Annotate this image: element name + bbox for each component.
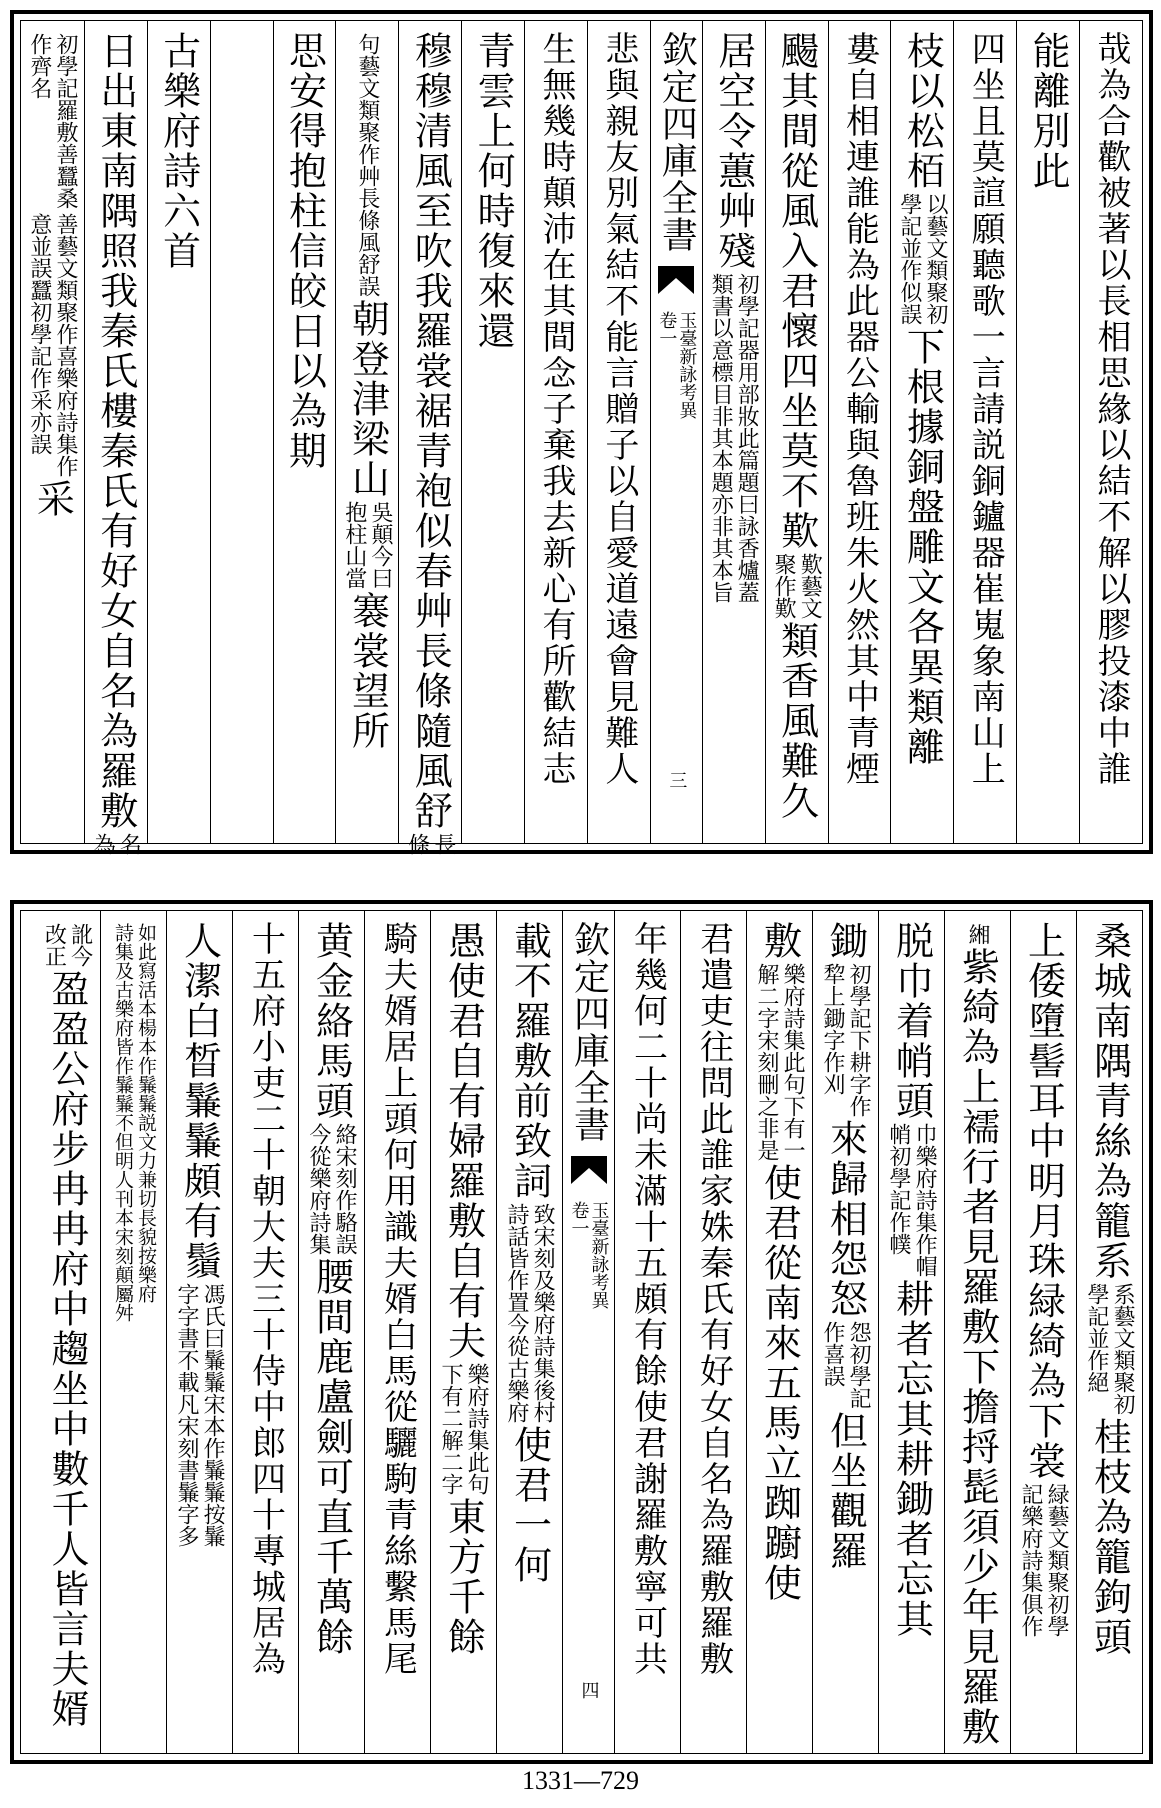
text-column: [496, 911, 562, 1753]
interlinear-note: [966, 923, 989, 945]
text-column: [21, 21, 84, 843]
interlinear-note: [887, 1123, 936, 1277]
column-text: 四坐且莫諠願聽歌一言請説銅鑪器崔嵬象南山上: [965, 31, 1006, 787]
note-line: 條: [404, 833, 430, 855]
column-flow: [766, 31, 828, 821]
column-flow: [399, 31, 461, 857]
column-text: 颺其間從風入君懷四坐莫不歎: [774, 31, 819, 551]
column-flow: [891, 31, 953, 767]
note-line: 初學記器用部妝此篇題曰詠香爐蓋: [734, 273, 760, 603]
note-line: 類書以意標目非其本題亦非其本旨: [708, 273, 734, 603]
column-text: 但坐觀羅: [823, 1411, 868, 1571]
interlinear-note: [898, 193, 947, 325]
note-line: 學記並作絕: [1084, 1283, 1109, 1393]
text-column: [298, 911, 364, 1753]
column-flow: [148, 31, 210, 271]
text-column: [614, 911, 680, 1753]
text-column: [210, 21, 273, 843]
column-text: 思安得抱柱信皎日以為期: [282, 31, 327, 471]
text-column: [746, 911, 812, 1753]
column-text: 東方千餘: [441, 1497, 486, 1657]
text-column: [147, 21, 210, 843]
text-column: [100, 911, 166, 1753]
note-line: 訛今: [67, 923, 93, 967]
note-line: 吳顛今曰: [367, 501, 393, 589]
text-column: [398, 21, 461, 855]
column-text: 居空令蕙艸殘: [711, 31, 756, 271]
column-text: 紫綺為上襦行者見羅敷下擔捋髭須少年見羅敷: [955, 947, 1000, 1747]
note-line: 樂府詩集此句: [464, 1363, 490, 1495]
interlinear-note: [439, 1363, 488, 1495]
column-flow: [1011, 921, 1076, 1639]
interlinear-note: [28, 33, 77, 209]
text-column: [702, 21, 765, 843]
column-flow: [954, 31, 1016, 787]
interlinear-note: [343, 501, 392, 589]
column-text: 穆穆清風至吹我羅裳裾青袍似春艸長條隨風舒: [408, 31, 453, 831]
note-line: 致宋刻及樂府詩集後村: [530, 1203, 556, 1423]
note-line: 為: [90, 833, 116, 855]
text-column: [890, 21, 953, 843]
column-text: 年幾何二十尚未滿十五頗有餘使君謝羅敷寧可共: [627, 921, 668, 1677]
note-line: 名: [116, 833, 142, 855]
column-text: 耕者忘其耕鋤者忘其: [889, 1279, 934, 1639]
text-column: [273, 21, 336, 843]
column-text: 來歸相怨怒: [823, 1119, 868, 1319]
page-number: 三: [666, 771, 688, 789]
text-column: [430, 911, 496, 1753]
column-flow: [829, 31, 891, 787]
column-text: 悲與親友別氣結不能言贈子以自愛道遠會見難人: [598, 31, 639, 787]
interlinear-note: [505, 1203, 554, 1423]
column-flow: [167, 921, 232, 1549]
interlinear-note: [709, 273, 758, 603]
note-line: 字字書不載凡宋刻書鬑字多: [174, 1283, 199, 1547]
column-flow: [336, 31, 398, 751]
column-text: 桑城南隅青絲為籠系: [1087, 921, 1132, 1281]
column-text: 婁自相連誰能為此器公輸與魯班朱火然其中青煙: [839, 31, 880, 787]
interlinear-note: [1085, 1283, 1134, 1415]
note-line: 怨初學記: [846, 1321, 872, 1409]
column-flow: [945, 921, 1010, 1747]
note-line: 改正: [41, 923, 67, 967]
interlinear-note: [772, 553, 821, 619]
note-line: 長: [430, 833, 456, 855]
column-text: 敷: [757, 921, 802, 961]
note-line: 作喜誤: [820, 1321, 845, 1387]
text-column: [812, 911, 878, 1753]
text-column: [1016, 21, 1079, 843]
column-flow: [747, 921, 812, 1603]
note-line: 犂上鋤字作刈: [820, 963, 845, 1095]
note-line: 下有二解二字: [438, 1363, 463, 1495]
column-text: 能離別此: [1026, 31, 1071, 191]
column-flow: [1077, 921, 1142, 1657]
center-fold-column: [650, 21, 702, 843]
note-line: 善藝文類聚作喜樂府詩集作: [52, 213, 78, 477]
interlinear-note: [175, 1283, 224, 1547]
note-line: 今從樂府詩集: [306, 1123, 331, 1255]
lower-page-frame: [20, 910, 1143, 1754]
column-flow: [1080, 31, 1142, 787]
center-fold-column: [562, 911, 614, 1753]
note-line: 系藝文類聚初: [1110, 1283, 1136, 1415]
note-line: 記樂府詩集俱作: [1018, 1483, 1043, 1637]
note-line: 絡宋刻作駱誤: [332, 1123, 358, 1255]
column-flow: [681, 921, 746, 1677]
lower-page: [10, 900, 1153, 1764]
note-line: 以藝文類聚初: [922, 193, 948, 325]
column-text: 人潔白晳鬑鬑頗有鬚: [177, 921, 222, 1281]
lower-columns: [21, 911, 1142, 1753]
column-flow: [274, 31, 336, 471]
text-column: [680, 911, 746, 1753]
column-flow: [101, 921, 166, 1324]
text-column: [84, 21, 147, 855]
interlinear-note: [307, 1123, 356, 1255]
column-flow: [233, 921, 298, 1677]
note-line: 抱柱山當: [341, 501, 367, 589]
column-text: 生無幾時顛沛在其間念子棄我去新心有所歡結志: [536, 31, 577, 787]
text-column: [461, 21, 524, 843]
volume-label: 卷一: [568, 1201, 590, 1237]
note-line: 作齊名: [26, 33, 52, 99]
column-flow: [21, 31, 84, 519]
text-column: [828, 21, 891, 843]
text-column: [335, 21, 398, 843]
fishtail-mark-icon: [571, 1156, 607, 1184]
column-text: 上倭墮髻耳中明月珠緑綺為下裳: [1021, 921, 1066, 1481]
column-text: 類香風難久: [774, 621, 819, 821]
column-text: 桂枝為籠鉤頭: [1087, 1417, 1132, 1657]
interlinear-note: [28, 213, 77, 477]
column-text: 采: [30, 479, 75, 519]
book-title: 玉臺新詠考異: [588, 1201, 610, 1309]
note-line: 初學記羅敷善蠶桑: [52, 33, 78, 209]
column-flow: [462, 31, 524, 351]
text-column: [587, 21, 650, 843]
interlinear-note: [356, 33, 379, 297]
text-column: [944, 911, 1010, 1753]
note-line: 帩初學記作幞: [886, 1123, 911, 1255]
text-column: [878, 911, 944, 1753]
column-text: 哉為合歡被著以長相思緣以結不解以膠投漆中誰: [1091, 31, 1132, 787]
note-line: 初學記下耕字作: [846, 963, 872, 1117]
interlinear-note: [821, 963, 870, 1117]
volume-label: 卷一: [656, 311, 678, 347]
interlinear-note: [821, 1321, 870, 1409]
interlinear-note: [112, 923, 155, 1322]
text-column: [953, 21, 1016, 843]
collection-title: 欽定四庫全書: [656, 31, 698, 253]
column-text: 脱巾着帩頭: [889, 921, 934, 1121]
note-line: 緗: [965, 923, 991, 945]
note-line: 馮氏曰鬑鬑宋本作鬑鬑按鬑: [200, 1283, 226, 1547]
column-text: 腰間鹿盧劍可直千萬餘: [309, 1257, 354, 1657]
column-flow: [588, 31, 650, 787]
note-line: 巾樂府詩集作帽: [912, 1123, 938, 1277]
text-column: [364, 911, 430, 1753]
collection-title: 欽定四庫全書: [568, 921, 610, 1143]
interlinear-note: [91, 833, 140, 855]
note-line: 聚作歎: [771, 553, 797, 619]
upper-page: [10, 10, 1153, 854]
text-column: [166, 911, 232, 1753]
interlinear-note: [1019, 1483, 1068, 1637]
note-line: 意並誤蠶初學記作采亦誤: [26, 213, 52, 455]
column-text: 十五府小吏二十朝大夫三十侍中郎四十專城居為: [245, 921, 286, 1677]
note-line: 緑藝文類聚初學: [1044, 1483, 1070, 1637]
column-text: 使君一何: [507, 1425, 552, 1585]
text-column: [1010, 911, 1076, 1753]
column-text: 黄金絡馬頭: [309, 921, 354, 1121]
column-text: 載不羅敷前致詞: [507, 921, 552, 1201]
column-flow: [299, 921, 364, 1657]
interlinear-note: [406, 833, 455, 855]
column-text: 愚使君自有婦羅敷自有夫: [441, 921, 486, 1361]
note-line: 如此寫活本楊本作鬑鬑説文力兼切長貌按樂府: [134, 923, 157, 1303]
fishtail-mark-icon: [658, 266, 694, 294]
text-column: [765, 21, 828, 843]
upper-columns: [21, 21, 1142, 855]
column-text: 使君從南來五馬立踟躕使: [757, 1163, 802, 1603]
note-line: 詩話皆作置今從古樂府: [504, 1203, 529, 1423]
note-line: 句藝文類聚作艸長條風舒誤: [354, 33, 380, 297]
column-text: 枝以松栢: [900, 31, 945, 191]
interlinear-note: [42, 923, 91, 967]
column-text: 鋤: [823, 921, 868, 961]
column-text: 騎夫婿居上頭何用識夫婿白馬從驪駒青絲繫馬尾: [377, 921, 418, 1677]
column-text: 朝登津梁山: [345, 299, 390, 499]
column-flow: [615, 921, 680, 1677]
page-number: 四: [578, 1681, 600, 1699]
column-text: 褰裳望所: [345, 591, 390, 751]
column-flow: [34, 921, 100, 1729]
text-column: [232, 911, 298, 1753]
text-column: [1076, 911, 1142, 1753]
column-text: 日出東南隅照我秦氏樓秦氏有好女自名為羅敷: [93, 31, 138, 831]
note-line: 樂府詩集此句下有一: [780, 963, 806, 1161]
book-title: 玉臺新詠考異: [676, 311, 698, 419]
column-flow: [497, 921, 562, 1585]
text-column: [524, 21, 587, 843]
column-flow: [85, 31, 147, 857]
note-line: 解二字宋刻刪之非是: [754, 963, 779, 1161]
note-line: 學記並作似誤: [896, 193, 922, 325]
column-flow: [431, 921, 496, 1657]
column-flow: [879, 921, 944, 1639]
footer-page-code: 1331—729: [522, 1766, 639, 1795]
column-text: 盈盈公府步冉冉府中趨坐中數千人皆言夫婿: [45, 969, 89, 1729]
column-flow: [525, 31, 587, 787]
interlinear-note: [755, 963, 804, 1161]
column-text: 古樂府詩六首: [156, 31, 201, 271]
column-text: 君遣吏往問此誰家姝秦氏有好女自名為羅敷羅敷: [693, 921, 734, 1677]
text-column: [34, 911, 100, 1753]
column-text: 下根據銅盤雕文各異類離: [900, 327, 945, 767]
column-flow: [703, 31, 765, 605]
text-column: [1079, 21, 1142, 843]
note-line: 詩集及古樂府皆作鬑鬑不但明人刊本宋刻顛屬舛: [112, 923, 134, 1322]
column-flow: [365, 921, 430, 1677]
column-flow: [813, 921, 878, 1571]
upper-page-frame: [20, 20, 1143, 855]
note-line: 歎藝文: [797, 553, 823, 619]
column-flow: [1017, 31, 1079, 191]
column-text: 青雲上何時復來還: [471, 31, 516, 351]
